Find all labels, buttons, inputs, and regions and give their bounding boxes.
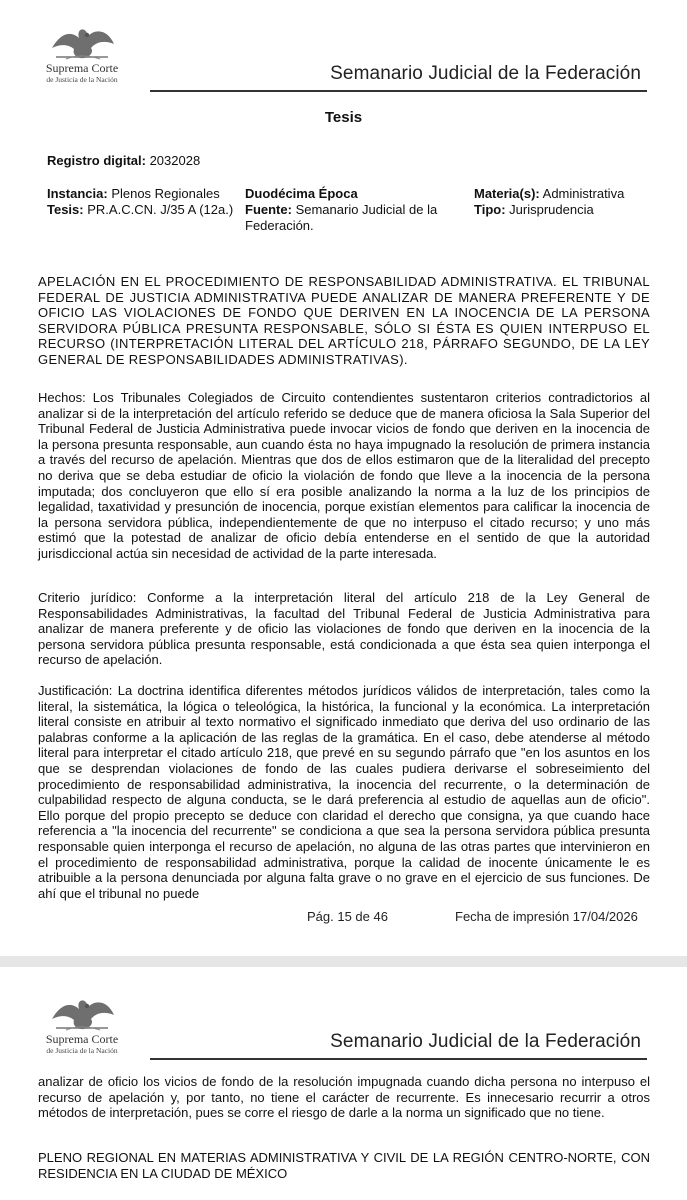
tipo-field [474, 202, 674, 218]
eagle-emblem-icon [46, 24, 118, 62]
epoca-field [245, 186, 465, 202]
tipo-value: Jurisprudencia [509, 202, 594, 217]
instancia-label: Instancia: [47, 186, 108, 201]
scjn-logo [36, 995, 128, 1055]
fuente-field [245, 202, 465, 234]
registro-label: Registro digital: [47, 153, 146, 168]
eagle-emblem-icon [46, 995, 118, 1033]
materia-field [474, 186, 674, 202]
header-divider [150, 90, 647, 92]
instancia-value: Plenos Regionales [111, 186, 220, 201]
header-divider [150, 1058, 647, 1060]
meta-column-1 [47, 186, 237, 218]
tesis-field [47, 202, 237, 218]
page-header [0, 0, 687, 100]
criterio-juridico-paragraph: Criterio jurídico: Conforme a la interpretación literal del artículo 218 de la Ley General de Responsabilidades Administrativas, la facultad del Tribunal Federal de Justicia Administrativa para analizar de manera preferente y de oficio las violaciones de fondo que deriven en la inocencia de la persona servidora pública presunta responsable, está condicionada a que ésta sea quien interponga el recurso de apelación. [38, 590, 650, 668]
tipo-label: Tipo: [474, 202, 506, 217]
tesis-label: Tesis: [47, 202, 84, 217]
page-header [0, 967, 687, 1067]
justificacion-paragraph: Justificación: La doctrina identifica diferentes métodos jurídicos válidos de interpretación, tales como la literal, la sistemática, la lógica o teleológica, la histórica, la funcional y la económica. La interpretación literal consiste en atribuir al texto normativo el significado inmediato que deriva del uso ordinario de las palabras conforme a la aplicación de las reglas de la gramática. En el caso, debe atenderse al método literal para interpretar el citado artículo 218, que prevé en su segundo párrafo que "en los asuntos en los que se desprendan violaciones de fondo de las cuales pudiera derivarse el sobreseimiento del procedimiento de responsabilidad administrativa, la inocencia del recurrente, o la determinación de culpabilidad respecto de alguna conducta, se le dará preferencia al estudio de aquellas aun de oficio". Ello porque del propio precepto se deduce con claridad el derecho que consigna, ya que cuando hace referencia a "la inocencia del recurrente" se condiciona a que sea la persona servidora pública presunta responsable quien interponga el recurso de apelación, no alguna de las otras partes que intervinieron en el procedimiento de responsabilidad administrativa, porque la calidad de inocente únicamente le es atribuible a la persona denunciada por alguna falta grave o no grave en el ejercicio de sus funciones. De ahí que el tribunal no puede [38, 683, 650, 901]
meta-column-3 [474, 186, 674, 218]
print-date: Fecha de impresión 17/04/2026 [455, 909, 638, 924]
registro-digital [47, 153, 200, 168]
logo-name: Suprema Corte [45, 1032, 119, 1046]
fuente-value: Semanario Judicial de la Federación. [245, 202, 438, 233]
fuente-label: Fuente: [245, 202, 292, 217]
document-title: Tesis [324, 109, 363, 126]
epoca-value: Duodécima Época [245, 186, 358, 201]
logo-name: Suprema Corte [45, 61, 119, 75]
justificacion-continuation: analizar de oficio los vicios de fondo de la resolución impugnada cuando dicha persona no interpuso el recurso de apelación y, por tanto, no tiene el carácter de recurrente. Es innecesario recurrir a otros métodos de interpretación, pues se corre el riesgo de darle a la norma un significado que no tiene. [38, 1074, 650, 1121]
header-title: Semanario Judicial de la Federación [330, 1031, 641, 1052]
logo-subtitle: de Justicia de la Nación [46, 1046, 118, 1055]
materia-label: Materia(s): [474, 186, 540, 201]
page-number: Pág. 15 de 46 [307, 909, 388, 924]
pleno-regional: PLENO REGIONAL EN MATERIAS ADMINISTRATIVA Y CIVIL DE LA REGIÓN CENTRO-NORTE, CON RESIDENCIA EN LA CIUDAD DE MÉXICO [38, 1150, 650, 1181]
materia-value: Administrativa [542, 186, 625, 201]
tesis-rubro: APELACIÓN EN EL PROCEDIMIENTO DE RESPONSABILIDAD ADMINISTRATIVA. EL TRIBUNAL FEDERAL DE JUSTICIA ADMINISTRATIVA PUEDE ANALIZAR DE MANERA PREFERENTE Y DE OFICIO LAS VIOLACIONES DE FONDO QUE DERIVEN EN LA INOCENCIA DE LA PERSONA SERVIDORA PÚBLICA PRESUNTA RESPONSABLE, SÓLO SI ÉSTA ES QUIEN INTERPUSO EL RECURSO (INTERPRETACIÓN LITERAL DEL ARTÍCULO 218, PÁRRAFO SEGUNDO, DE LA LEY GENERAL DE RESPONSABILIDADES ADMINISTRATIVAS). [38, 274, 650, 367]
tesis-value: PR.A.C.CN. J/35 A (12a.) [87, 202, 234, 217]
scjn-logo [36, 24, 128, 84]
instancia-field [47, 186, 237, 202]
registro-value: 2032028 [149, 153, 201, 168]
hechos-paragraph: Hechos: Los Tribunales Colegiados de Circuito contendientes sustentaron criterios contradictorios al analizar si de la interpretación del artículo referido se deduce que de manera oficiosa la Sala Superior del Tribunal Federal de Justicia Administrativa puede invocar vicios de fondo que deriven en la inocencia de la persona presunta responsable, aun cuando ésta no haya impugnado la resolución de primera instancia a través del recurso de apelación. Mientras que dos de ellos estimaron que de la literalidad del precepto no deriva que se deba estudiar de oficio la violación de fondo que lleve a la inocencia de la persona imputada; dos concluyeron que ello sí era posible analizando la norma a la luz de los principios de legalidad, taxatividad y presunción de inocencia, porque existían elementos para calificar la inocencia de la persona servidora pública, independientemente de que no interpuso el citado recurso; y uno más estimó que la potestad de analizar de oficio debía entenderse en el sentido de que la autoridad jurisdiccional actúa sin necesidad de actividad de la parte interesada. [38, 390, 650, 561]
logo-subtitle: de Justicia de la Nación [46, 75, 118, 84]
meta-column-2 [245, 186, 465, 234]
header-title: Semanario Judicial de la Federación [330, 63, 641, 84]
document-page-2 [0, 967, 687, 1200]
